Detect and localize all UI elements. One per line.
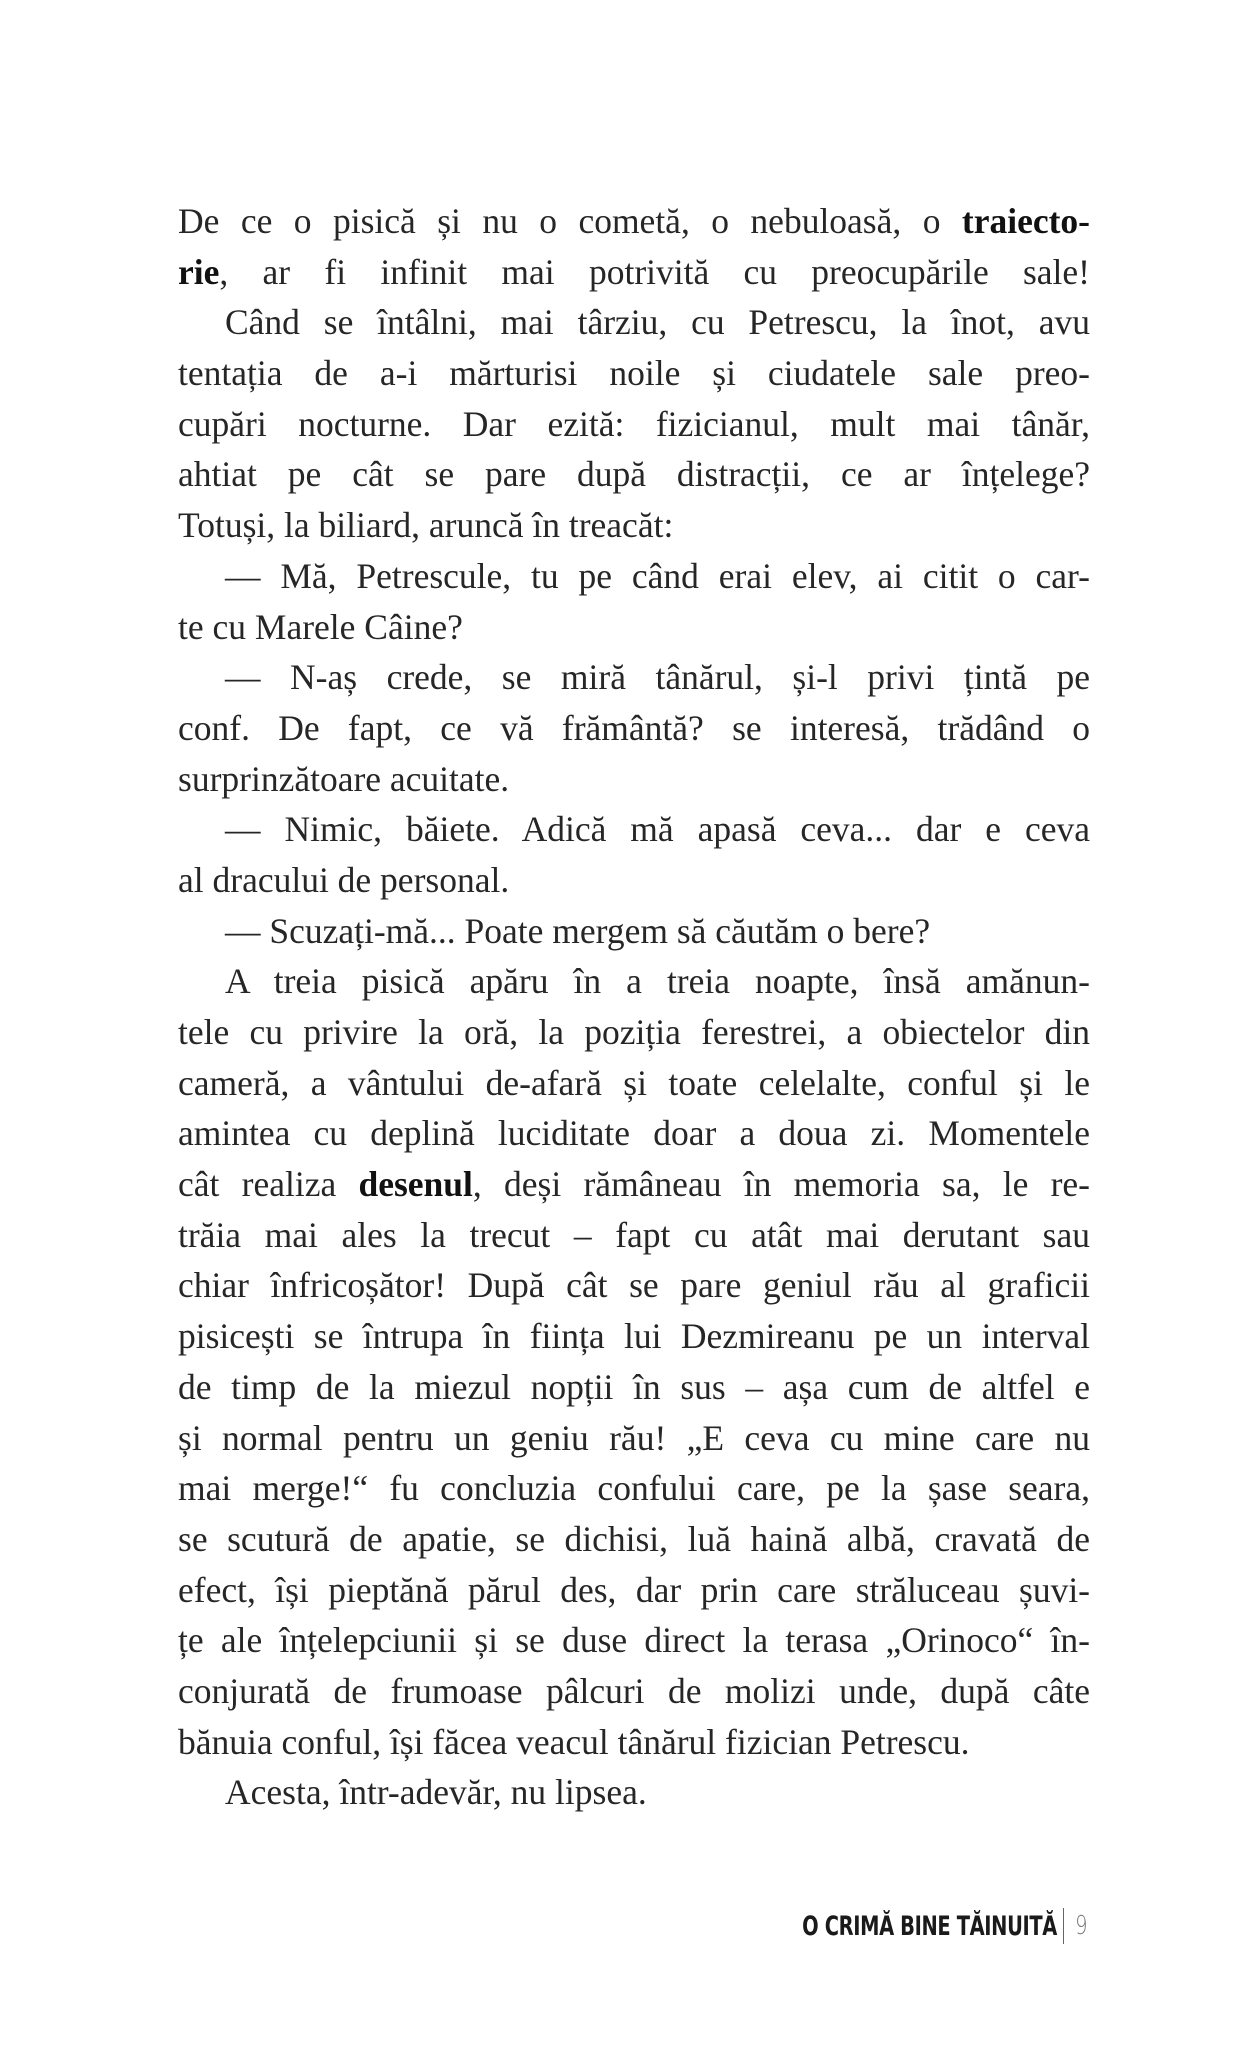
text-line: bănuia conful, își făcea veacul tânărul fizician Petrescu. <box>178 1721 970 1762</box>
text-line: amintea cu deplină luciditate doar a doua zi. Momentele <box>178 1113 1090 1154</box>
text-line: rie, ar fi infinit mai potrivită cu preocupările sale! <box>178 251 1090 292</box>
text-line: cupări nocturne. Dar ezită: fizicianul, mult mai tânăr, <box>178 403 1090 444</box>
text-line: cameră, a vântului de-afară și toate celelalte, conful și le <box>178 1062 1090 1103</box>
bold-term: desenul <box>358 1164 473 1205</box>
text-line: și normal pentru un geniu rău! „E ceva cu mine care nu <box>178 1417 1090 1458</box>
paragraph-start: A treia pisică apăru în a treia noapte, însă amănun- <box>225 961 1090 1002</box>
running-title: O CRIMĂ BINE TĂINUITĂ <box>802 1910 1057 1942</box>
text-line: De ce o pisică și nu o cometă, o nebuloasă, o traiecto- <box>178 201 1090 241</box>
paragraph-start: Acesta, într-adevăr, nu lipsea. <box>225 1772 647 1813</box>
footer-divider <box>1063 1908 1065 1944</box>
dialogue-line: — Scuzați-mă... Poate mergem să căutăm o bere? <box>225 910 931 951</box>
text-line: surprinzătoare acuitate. <box>178 758 510 799</box>
dialogue-line: — N-aș crede, se miră tânărul, și-l privi țintă pe <box>225 657 1090 698</box>
paragraph-start: Când se întâlni, mai târziu, cu Petrescu, la înot, avu <box>225 302 1090 343</box>
text-line: tentația de a-i mărturisi noile și ciudatele sale preo- <box>178 353 1090 394</box>
text-line: cât realiza desenul, deși rămâneau în memoria sa, le re- <box>178 1164 1091 1205</box>
page-footer <box>703 1908 1090 1944</box>
text-line: țe ale înțelepciunii și se duse direct la terasa „Orinoco“ în- <box>178 1620 1090 1661</box>
text-line: mai merge!“ fu concluzia confului care, pe la șase seara, <box>178 1468 1090 1509</box>
page-number: 9 <box>1075 1911 1088 1941</box>
text-line: ahtiat pe cât se pare după distracții, ce ar înțelege? <box>178 454 1090 495</box>
text-line: te cu Marele Câine? <box>178 606 463 647</box>
text-line: conjurată de frumoase pâlcuri de molizi unde, după câte <box>178 1670 1090 1711</box>
text-line: se scutură de apatie, se dichisi, luă haină albă, cravată de <box>178 1518 1090 1559</box>
text-line: conf. De fapt, ce vă frământă? se interesă, trădând o <box>178 707 1090 748</box>
text-line: tele cu privire la oră, la poziția ferestrei, a obiectelor din <box>178 1012 1090 1052</box>
body-text <box>178 196 1090 1818</box>
bold-term: rie <box>178 251 220 292</box>
text-line: chiar înfricoșător! După cât se pare geniul rău al graficii <box>178 1265 1090 1306</box>
text-line: trăia mai ales la trecut – fapt cu atât mai derutant sau <box>178 1214 1090 1255</box>
text-line: Totuși, la biliard, aruncă în treacăt: <box>178 505 674 546</box>
dialogue-line: — Mă, Petrescule, tu pe când erai elev, ai citit o car- <box>225 555 1090 596</box>
text-line: pisicești se întrupa în ființa lui Dezmireanu pe un interval <box>178 1316 1090 1357</box>
text-line: de timp de la miezul nopții în sus – așa cum de altfel e <box>178 1366 1090 1407</box>
text-line: al dracului de personal. <box>178 859 510 900</box>
bold-term: traiecto- <box>961 201 1090 241</box>
text-line: efect, își pieptănă părul des, dar prin care străluceau șuvi- <box>178 1569 1090 1610</box>
dialogue-line: — Nimic, băiete. Adică mă apasă ceva... dar e ceva <box>225 809 1090 850</box>
